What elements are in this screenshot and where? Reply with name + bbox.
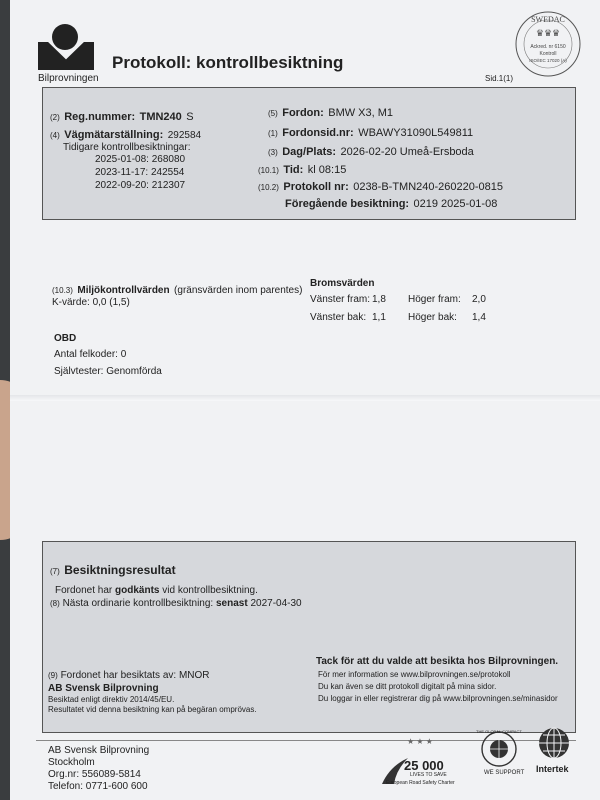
intertek-globe-icon bbox=[537, 726, 571, 760]
intertek-label: Intertek bbox=[536, 764, 569, 774]
swedac-seal bbox=[512, 8, 584, 80]
brake-left-rear-label: Vänster bak: bbox=[310, 312, 367, 323]
previous-inspection-row: Föregående besiktning: 0219 2025-01-08 bbox=[285, 198, 498, 210]
logo-text: Bilprovningen bbox=[38, 73, 99, 84]
obd-heading: OBD bbox=[54, 333, 77, 344]
brake-right-front-value: 2,0 bbox=[472, 294, 486, 305]
directive-line: Besiktad enligt direktiv 2014/45/EU. bbox=[48, 695, 175, 704]
brake-left-front-value: 1,8 bbox=[372, 294, 386, 305]
result-heading: (7) Besiktningsresultat bbox=[50, 563, 176, 577]
charter-name: European Road Safety Charter bbox=[386, 780, 455, 786]
info-line-3: Du loggar in eller registrerar dig på www.bilprovningen.se/minasidor bbox=[318, 694, 558, 703]
reg-number-row: (2) Reg.nummer: TMN240 S bbox=[50, 111, 194, 123]
svg-text:ISO/IEC 17020 (A): ISO/IEC 17020 (A) bbox=[529, 58, 567, 63]
svg-text:Ackred. nr 6150: Ackred. nr 6150 bbox=[530, 44, 566, 50]
result-company: AB Svensk Bilprovning bbox=[48, 683, 159, 694]
page-title: Protokoll: kontrollbesiktning bbox=[112, 53, 344, 72]
footer-company: AB Svensk Bilprovning bbox=[48, 745, 150, 756]
brake-left-rear-value: 1,1 bbox=[372, 312, 386, 323]
odometer-row: (4) Vägmätarställning: 292584 bbox=[50, 129, 202, 141]
info-line-2: Du kan även se ditt protokoll digitalt på mina sidor. bbox=[318, 682, 497, 691]
previous-inspection-3: 2022-09-20: 212307 bbox=[95, 180, 186, 191]
brake-right-rear-value: 1,4 bbox=[472, 312, 486, 323]
footer-orgnr: Org.nr: 556089-5814 bbox=[48, 769, 141, 780]
global-compact-logo bbox=[480, 730, 518, 768]
review-line: Resultatet vid denna besiktning kan på begäran omprövas. bbox=[48, 705, 257, 714]
footer-phone: Telefon: 0771-600 600 bbox=[48, 781, 148, 792]
svg-text:★ ★ ★: ★ ★ ★ bbox=[407, 737, 433, 746]
date-place-row: (3) Dag/Plats: 2026-02-20 Umeå-Ersboda bbox=[268, 146, 474, 158]
result-approved-line: Fordonet har godkänts vid kontrollbesiktning. bbox=[55, 585, 258, 596]
info-line-1: För mer information se www.bilprovningen.se/protokoll bbox=[318, 670, 511, 679]
bilprovningen-logo bbox=[52, 24, 78, 50]
page-number: Sid.1(1) bbox=[485, 74, 514, 83]
brake-right-rear-label: Höger bak: bbox=[408, 312, 457, 323]
vehicle-id-row: (1) Fordonsid.nr: WBAWY31090L549811 bbox=[268, 127, 474, 139]
inspector-line: (9) Fordonet har besiktats av: MNOR bbox=[48, 670, 210, 681]
global-compact-sub: WE SUPPORT bbox=[484, 770, 525, 776]
previous-inspection-1: 2025-01-08: 268080 bbox=[95, 154, 186, 165]
vehicle-model-row: (5) Fordon: BMW X3, M1 bbox=[268, 107, 394, 119]
environment-values-heading: (10.3) Miljökontrollvärden (gränsvärden inom parentes) bbox=[52, 285, 303, 296]
previous-inspections-label: Tidigare kontrollbesiktningar: bbox=[63, 142, 191, 153]
footer-city: Stockholm bbox=[48, 757, 95, 768]
time-row: (10.1) Tid: kl 08:15 bbox=[258, 164, 347, 176]
global-compact-label: THE GLOBAL COMPACT bbox=[476, 729, 522, 734]
next-inspection-line: (8) Nästa ordinarie kontrollbesiktning: senast 2027-04-30 bbox=[50, 598, 302, 609]
charter-sub: LIVES TO SAVE bbox=[410, 772, 447, 778]
paper-fold bbox=[10, 395, 600, 401]
obd-self-tests: Självtester: Genomförda bbox=[54, 366, 162, 377]
svg-text:Kontroll: Kontroll bbox=[539, 51, 557, 57]
brake-values-heading: Bromsvärden bbox=[310, 278, 375, 289]
charter-number: 25 000 bbox=[404, 758, 444, 773]
k-value: K-värde: 0,0 (1,5) bbox=[52, 297, 130, 308]
svg-text:SWEDAC: SWEDAC bbox=[531, 15, 565, 24]
previous-inspection-2: 2023-11-17: 242554 bbox=[95, 167, 185, 178]
thanks-line: Tack för att du valde att besikta hos Bilprovningen. bbox=[316, 656, 559, 667]
brake-right-front-label: Höger fram: bbox=[408, 294, 461, 305]
obd-error-codes: Antal felkoder: 0 bbox=[54, 349, 127, 360]
protocol-number-row: (10.2) Protokoll nr: 0238-B-TMN240-260220-0815 bbox=[258, 181, 504, 193]
brake-left-front-label: Vänster fram: bbox=[310, 294, 371, 305]
svg-text:♛♛♛: ♛♛♛ bbox=[535, 28, 561, 38]
